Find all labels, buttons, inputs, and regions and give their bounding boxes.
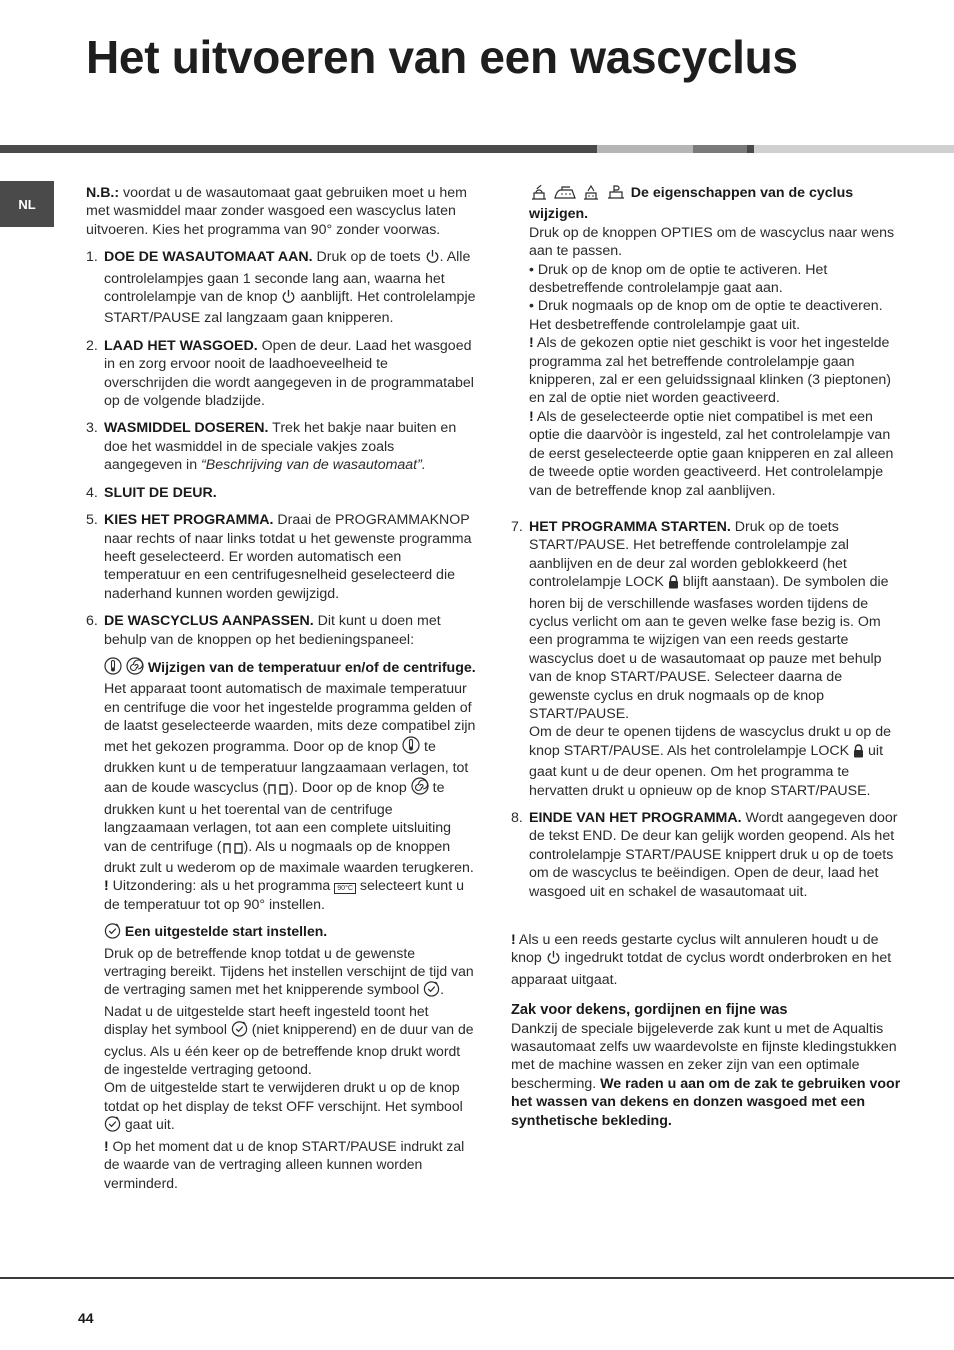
- options-section: [529, 184, 901, 500]
- header-bar-light: [597, 145, 693, 153]
- warning-mark: !: [529, 335, 534, 352]
- step-1: [86, 248, 476, 328]
- step-text: Trek het bakje naar buiten en doe het wasmiddel in de speciale vakjes zoals aangegeven in: [104, 420, 457, 474]
- spin-icon: [126, 657, 144, 680]
- text: Op het moment dat u de knop START/PAUSE indrukt zal de waarde van de vertraging alleen kunnen worden verminderd.: [104, 1137, 465, 1191]
- step-3: [86, 419, 476, 474]
- temperature-heading: [104, 657, 476, 680]
- step-7-text-2: [529, 723, 901, 800]
- header-bar-dark: [0, 145, 597, 153]
- text: Als de geselecteerde optie niet compatibel is met een optie die daarvòòr is ingesteld, zal het controlelampje van de eerst geselecteerde optie gaan knipperen en zal alleen de tweede optie worden geactiveerd. Het controlelampje van de betreffende knop zal aanblijven.: [529, 408, 894, 499]
- delay-note: [104, 1137, 476, 1192]
- nb-label: N.B.:: [86, 185, 120, 201]
- options-heading: [529, 184, 901, 224]
- text: ingedrukt totdat de cyclus wordt onderbroken en het apparaat uitgaat.: [511, 950, 892, 988]
- text: gaat uit.: [121, 1116, 175, 1133]
- step-5: [86, 511, 476, 603]
- text: Het apparaat toont automatisch de maximale temperatuur en centrifuge die voor het ingestelde programma gelden of de laatst geselecteerde waarden, mits deze compatibel zijn met het gekozen programma. Door op de knop: [104, 681, 476, 755]
- language-tab: NL: [0, 181, 54, 227]
- no-spin-icon: [222, 841, 244, 859]
- step-7: [511, 518, 901, 800]
- step-italic: “Beschrijving van de wasautomaat”.: [201, 457, 426, 474]
- delay-timer-icon: [423, 980, 440, 1001]
- temperature-section: [104, 657, 476, 914]
- delay-text-3: [104, 1078, 476, 1136]
- step-8: [511, 809, 901, 901]
- step-6: [86, 612, 476, 1192]
- delay-timer-icon: [104, 922, 121, 943]
- bag-text: [511, 1020, 901, 1130]
- text: Als u een reeds gestarte cyclus wilt annuleren houdt u de knop: [511, 932, 879, 967]
- text: Druk op de betreffende knop totdat u de gewenste vertraging bereikt. Tijdens het instellen verschijnt de tijd van de vertraging samen met het knipperende symbool: [104, 944, 474, 998]
- step-heading: DOE DE WASAUTOMAAT AAN.: [104, 249, 313, 266]
- step-4: [86, 484, 476, 502]
- step-text: aanblijft. Het controlelampje START/PAUSE zal langzaam gaan knipperen.: [104, 289, 476, 327]
- page-title: Het uitvoeren van een wascyclus: [86, 31, 798, 83]
- step-number: 5.: [86, 512, 98, 529]
- text: Druk op de toets START/PAUSE. Het betreffende controlelampje zal aanblijven en de deur zal worden geblokkeerd (het controlelampje LOCK: [529, 518, 849, 591]
- warning-mark: !: [529, 408, 534, 425]
- delay-heading: [104, 922, 476, 943]
- step-text: Dit kunt u doen met behulp van de knoppen op het bedieningspaneel:: [104, 613, 441, 648]
- text: Nadat u de uitgestelde start heeft ingesteld toont het display het symbool: [104, 1002, 429, 1038]
- step-2: [86, 337, 476, 411]
- options-text-2: • Druk op de knop om de optie te activeren. Het desbetreffende controlelampje gaat aan.: [529, 261, 828, 297]
- thermometer-icon: [104, 657, 122, 680]
- text: Dankzij de speciale bijgeleverde zak kunt u met de Aqualtis wasautomaat zelfs uw waardevolste en fijnste kledingstukken met de machine wassen en zeker zijn van een optimale bescherming.: [511, 1020, 897, 1092]
- text: Als de gekozen optie niet geschikt is voor het ingestelde programma zal het betreffende controlelampje gaan knipperen, zal er een geluidssignaal klinken (3 pieptonen) en zal de optie niet worden geactiveerd.: [529, 335, 892, 407]
- left-column: [86, 184, 476, 1201]
- text: Wordt aangegeven door de tekst END. De deur kan gelijk worden geopend. Als het controlelampje START/PAUSE knippert druk u op de toets om de wascyclus te beëindigen. Open de deur, laad het wasgoed uit en schakel de wasautomaat uit.: [529, 810, 898, 900]
- step-text: . Alle controlelampjes gaan 1 seconde lang aan, waarna het controlelampje van de knop: [104, 249, 471, 306]
- options-text-3: • Druk nogmaals op de knop om de optie te deactiveren. Het desbetreffende controlelampje gaat uit.: [529, 298, 883, 333]
- step-number: 1.: [86, 249, 98, 266]
- page-number: 44: [78, 1310, 94, 1326]
- step-heading: SLUIT DE DEUR.: [104, 484, 217, 501]
- spin-icon: [411, 777, 429, 800]
- step-number: 4.: [86, 484, 98, 501]
- text: ). Door op de knop: [289, 780, 411, 797]
- step-heading: LAAD HET WASGOED.: [104, 337, 258, 354]
- text: uit gaat kunt u de deur openen. Om het programma te hervatten drukt u opnieuw op de knop START/PAUSE.: [529, 742, 884, 799]
- footer-divider: [0, 1277, 954, 1279]
- cancel-note: [511, 931, 901, 989]
- options-warning-2: [529, 408, 901, 500]
- text: selecteert kunt u de temperatuur tot op 90° instellen.: [104, 878, 464, 913]
- power-icon: [425, 249, 440, 269]
- step-number: 6.: [86, 613, 98, 630]
- header-bar-pale: [747, 145, 754, 153]
- temperature-exception: [104, 877, 476, 914]
- delay-text: [104, 944, 476, 1002]
- steps-list: [86, 248, 476, 1192]
- text: ). Als u nogmaals op de knoppen drukt zult u wederom op de maximale waarden terugkeren.: [104, 838, 474, 876]
- step-number: 2.: [86, 337, 98, 354]
- text: te drukken kunt u het toerental van de centrifuge langzaamaan verlagen, tot aan een complete uitsluiting van de centrifuge (: [104, 780, 452, 855]
- right-column: [511, 184, 901, 910]
- lock-icon: [668, 575, 679, 594]
- super-wash-icon: [605, 184, 627, 205]
- text: blijft aanstaan). De symbolen die horen bij de verschillende wasfases worden tijdens de cyclus verlicht om aan te geven welke fase bezig is. Om een programma te wijzigen van een reeds gestarte wascyclus doet u de wasautomaat op pauze met behulp van de knop START/PAUSE. Selecteer daarna de gewenste cyclus en druk nogmaals op de knop START/PAUSE.: [529, 574, 889, 722]
- nb-paragraph: [86, 184, 476, 239]
- text: .: [440, 981, 444, 998]
- temperature-text: [104, 680, 476, 877]
- options-heading-text: De eigenschappen van de cyclus wijzigen.: [529, 185, 854, 223]
- step-heading: HET PROGRAMMA STARTEN.: [529, 518, 731, 535]
- text: te drukken kunt u de temperatuur langzaamaan verlagen, tot aan de koude wascyclus (: [104, 738, 469, 797]
- step-heading: KIES HET PROGRAMMA.: [104, 512, 274, 529]
- step-number: 8.: [511, 810, 523, 826]
- warning-mark: !: [511, 932, 516, 948]
- delay-timer-icon: [104, 1115, 121, 1136]
- step-number: 3.: [86, 420, 98, 437]
- text: Uitzondering: als u het programma: [108, 878, 335, 895]
- step-text: Druk op de toets: [312, 249, 425, 266]
- step-heading: WASMIDDEL DOSEREN.: [104, 420, 269, 437]
- delay-text-2: [104, 1002, 476, 1079]
- temperature-heading-text: Wijzigen van de temperatuur en/of de centrifuge.: [143, 659, 476, 676]
- text: Om de uitgestelde start te verwijderen drukt u op de knop totdat op het display de tekst OFF verschijnt. Het symbool: [104, 1079, 463, 1114]
- text: Om de deur te openen tijdens de wascyclus drukt u op de knop START/PAUSE. Als het controlelampje LOCK: [529, 724, 891, 759]
- thermometer-icon: [402, 736, 420, 759]
- power-icon: [281, 289, 296, 309]
- options-text-1: Druk op de knoppen OPTIES om de wascyclus naar wens aan te passen.: [529, 224, 895, 260]
- bag-heading: Zak voor dekens, gordijnen en fijne was: [511, 1002, 788, 1019]
- delay-timer-icon: [231, 1020, 248, 1041]
- easy-iron-icon: [553, 184, 577, 205]
- step-heading: DE WASCYCLUS AANPASSEN.: [104, 613, 314, 630]
- options-warning-1: [529, 334, 901, 408]
- step-text: Draai de PROGRAMMAKNOP naar rechts of naar links totdat u het gewenste programma heeft geselecteerd. Er worden automatisch een temperatuur en een centrifugesnelheid geselecteerd die naderhand kunnen worden gewijzigd.: [104, 512, 472, 602]
- delay-section: [104, 922, 476, 1192]
- bag-recommendation: We raden u aan om de zak te gebruiken voor het wassen van dekens en donzen wasgoed met een synthetische bekleding.: [511, 1075, 901, 1129]
- delay-heading-text: Een uitgestelde start instellen.: [121, 923, 328, 940]
- nb-text: voordat u de wasautomaat gaat gebruiken moet u hem met wasmiddel maar zonder wasgoed een wascyclus laten uitvoeren. Kies het programma van 90° zonder voorwas.: [86, 185, 467, 238]
- step-heading: EINDE VAN HET PROGRAMMA.: [529, 810, 742, 826]
- header-bar-end: [754, 145, 954, 153]
- right-column-lower: [511, 931, 901, 1130]
- power-icon: [546, 950, 561, 970]
- step-number: 7.: [511, 518, 523, 535]
- cold-wash-icon: [267, 782, 289, 800]
- extra-rinse-icon: [581, 184, 601, 205]
- stain-removal-icon: [529, 184, 549, 205]
- step-text: Open de deur. Laad het wasgoed in en zorg ervoor nooit de laadhoeveelheid te overschrijden die wordt aangegeven in de programmatabel op de volgende bladzijde.: [104, 337, 474, 410]
- program-90-icon: 90°C: [334, 883, 356, 894]
- lock-icon: [853, 744, 864, 763]
- warning-mark: !: [104, 878, 109, 895]
- warning-mark: !: [104, 1137, 109, 1154]
- header-bar-mid: [693, 145, 747, 153]
- text: (niet knipperend) en de duur van de cyclus. Als u één keer op de betreffende knop drukt wordt de ingestelde vertraging getoond.: [104, 1021, 474, 1078]
